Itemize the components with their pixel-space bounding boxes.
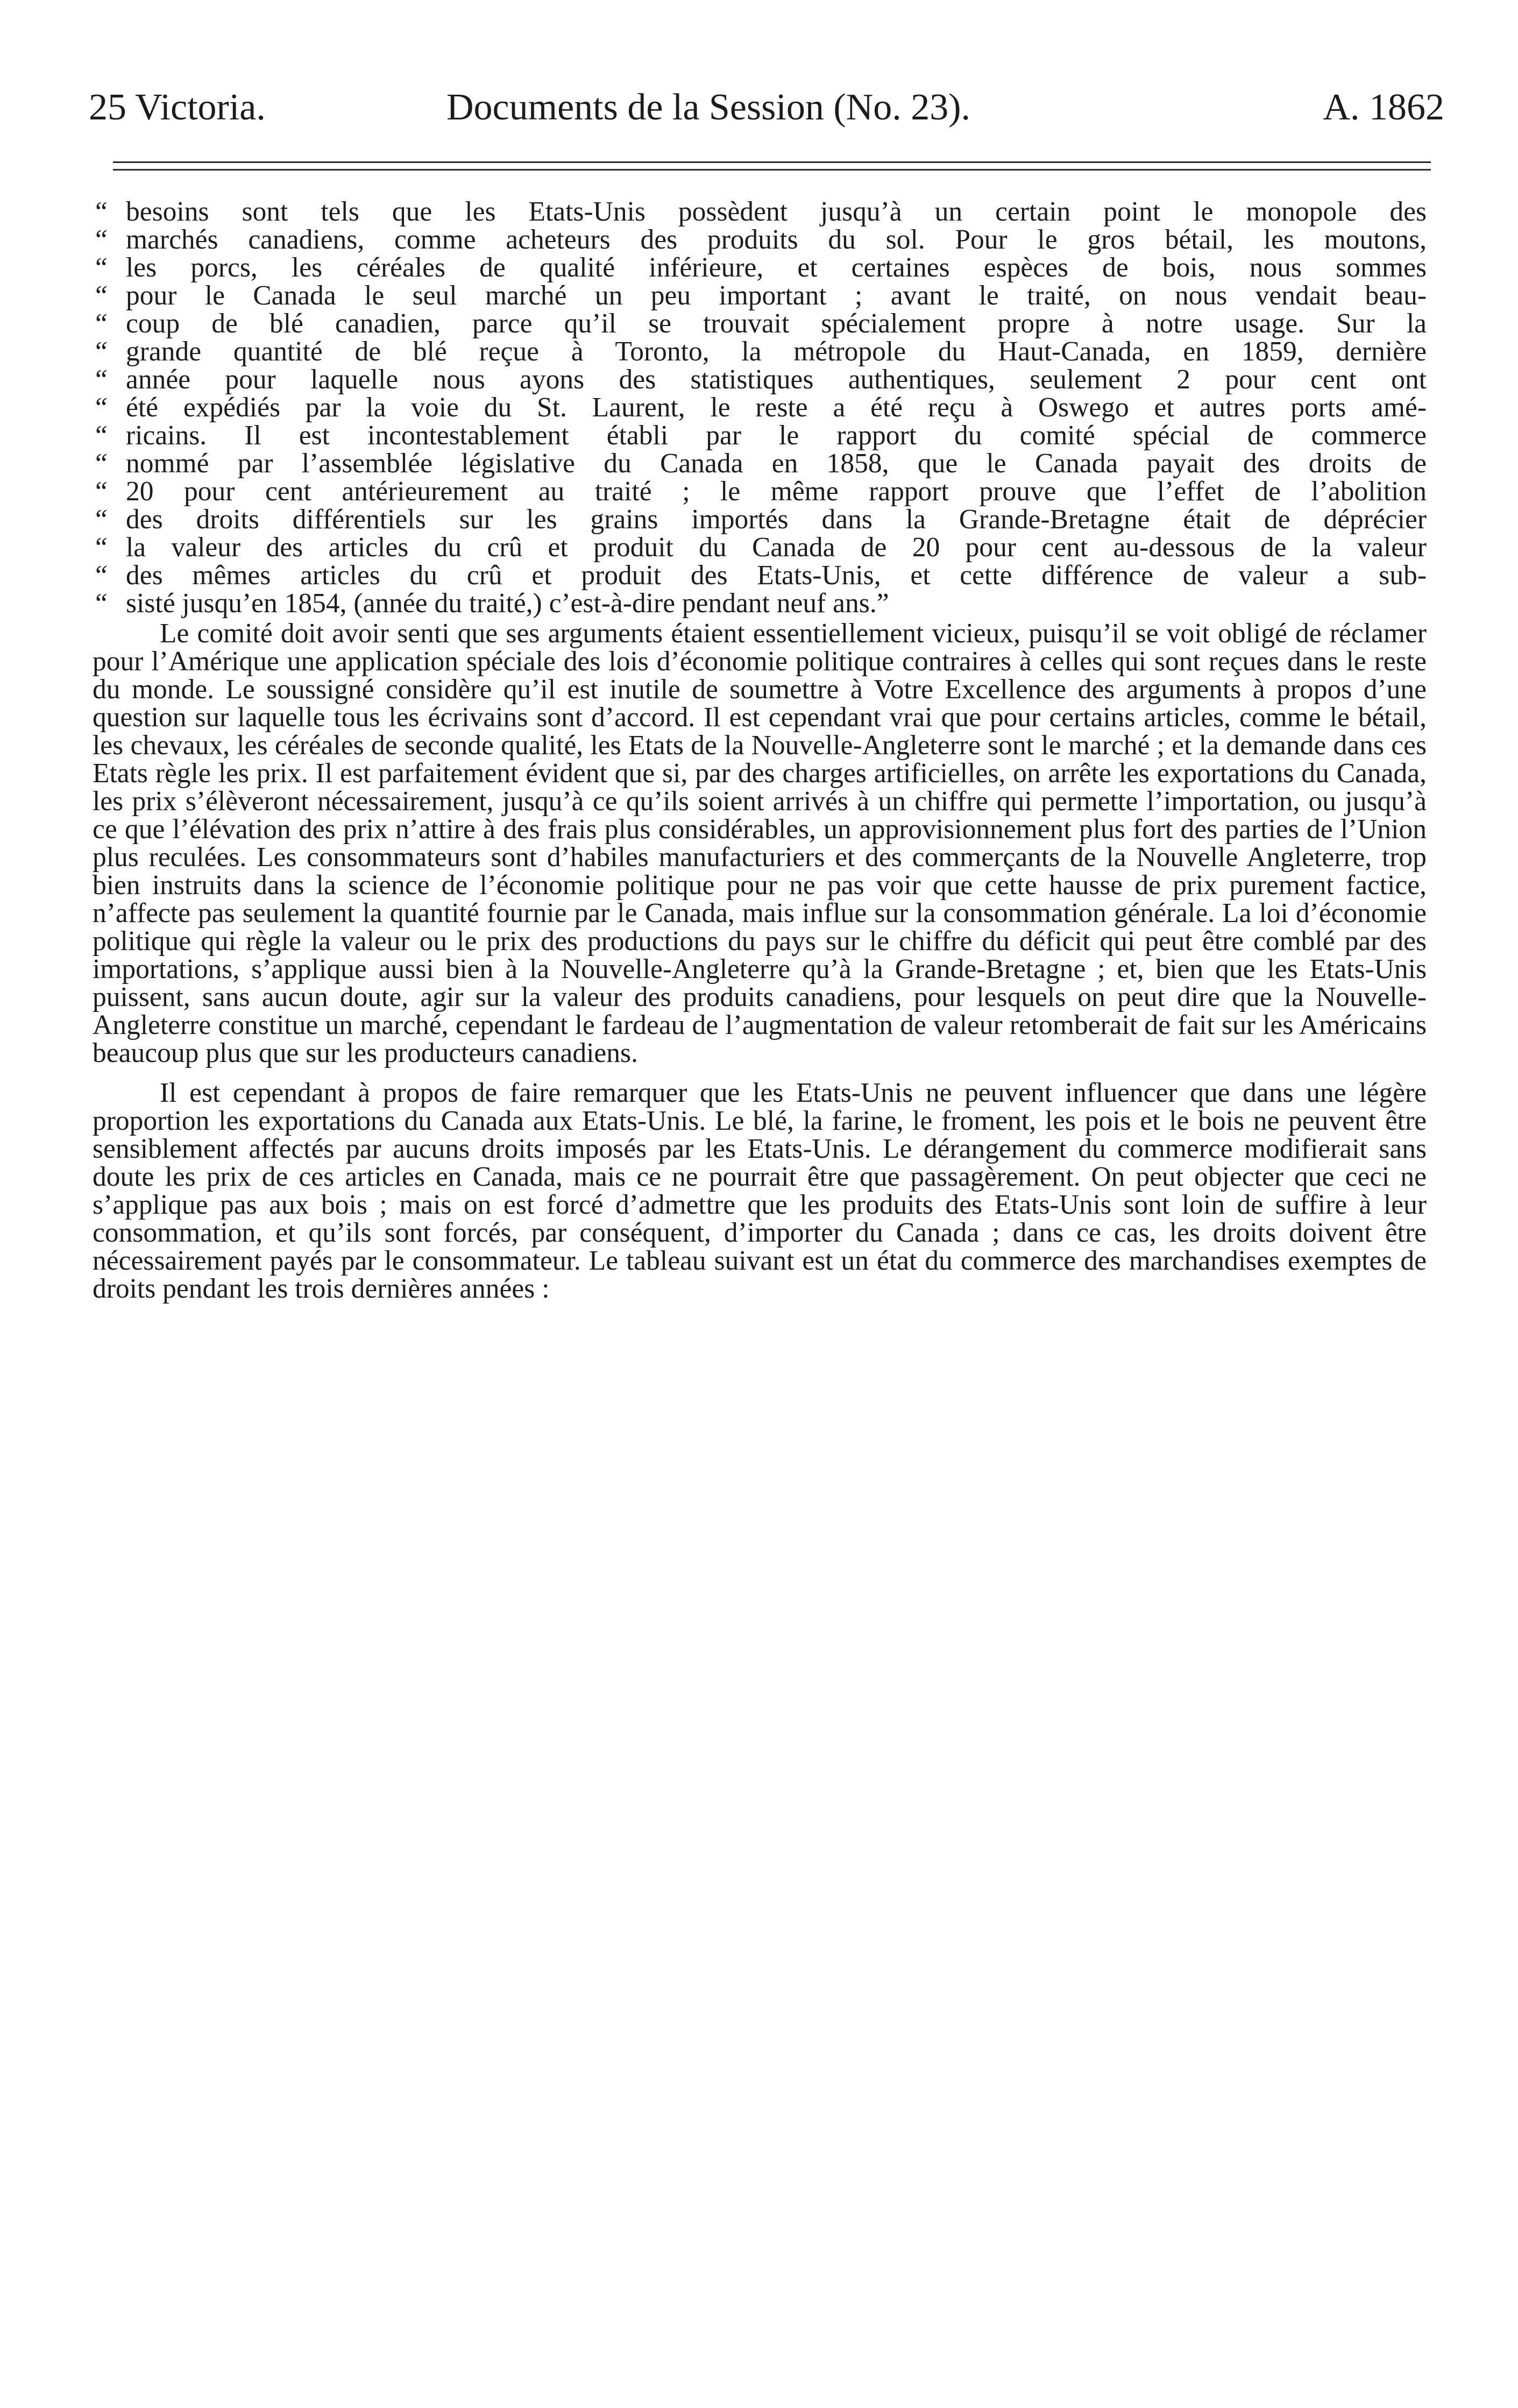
- body-text: [93, 198, 1427, 1303]
- header-rule-top: [113, 161, 1431, 163]
- quote-line: “ année pour laquelle nous ayons des statistiques authentiques, seulement 2 pour cent ont: [93, 366, 1427, 394]
- paragraph-committee: Le comité doit avoir senti que ses arguments étaient essentiellement vicieux, puisqu’il se voit obligé de réclamer pour l’Amérique une application spéciale des lois d’économie politique contraires à celles qui sont reçues dans le reste du monde. Le soussigné considère qu’il est inutile de soumettre à Votre Excellence des arguments à propos d’une question sur laquelle tous les écrivains sont d’accord. Il est cependant vrai que pour certains articles, comme le bétail, les chevaux, les céréales de seconde qualité, les Etats de la Nouvelle-Angleterre sont le marché ; et la demande dans ces Etats règle les prix. Il est parfaitement évident que si, par des charges artificielles, on arrête les exportations du Canada, les prix s’élèveront nécessairement, jusqu’à ce qu’ils soient arrivés à un chiffre qui permette l’importation, ou jusqu’à ce que l’élévation des prix n’attire à des frais plus considérables, un approvisionnement plus fort des parties de l’Union plus reculées. Les consommateurs sont d’habiles manufacturiers et des commerçants de la Nouvelle Angleterre, trop bien instruits dans la science de l’économie politique pour ne pas voir que cette hausse de prix purement factice, n’affecte pas seulement la quantité fournie par le Canada, mais influe sur la consommation générale. La loi d’économie politique qui règle la valeur ou le prix des productions du pays sur le chiffre du déficit qui peut être comblé par des importations, s’applique aussi bien à la Nouvelle-Angleterre qu’à la Grande-Bretagne ; et, bien que les Etats-Unis puissent, sans aucun doute, agir sur la valeur des produits canadiens, pour lesquels on peut dire que la Nouvelle-Angleterre constitue un marché, cependant le fardeau de l’augmentation de valeur retomberait de fait sur les Américains beaucoup plus que sur les producteurs canadiens.: [93, 618, 1427, 1068]
- header-title: Documents de la Session (No. 23).: [446, 87, 971, 128]
- quote-line: “ les porcs, les céréales de qualité inférieure, et certaines espèces de bois, nous sommes: [93, 254, 1427, 282]
- quote-line: “ pour le Canada le seul marché un peu important ; avant le traité, on nous vendait beau-: [93, 282, 1427, 310]
- quote-line: “ été expédiés par la voie du St. Laurent, le reste a été reçu à Oswego et autres ports amé-: [93, 394, 1427, 422]
- quote-line: “ ricains. Il est incontestablement établi par le rapport du comité spécial de commerce: [93, 422, 1427, 450]
- header-year: A. 1862: [1323, 87, 1444, 128]
- paragraph-exports: Il est cependant à propos de faire remarquer que les Etats-Unis ne peuvent influencer que dans une légère proportion les exportations du Canada aux Etats-Unis. Le blé, la farine, le froment, les pois et le bois ne peuvent être sensiblement affectés par aucuns droits imposés par les Etats-Unis. Le dérangement du commerce modifierait sans doute les prix de ces articles en Canada, mais ce ne pourrait être que passagèrement. On peut objecter que ceci ne s’applique pas aux bois ; mais on est forcé d’admettre que les produits des Etats-Unis sont loin de suffire à leur consommation, et qu’ils sont forcés, par conséquent, d’importer du Canada ; dans ce cas, les droits doivent être nécessairement payés par le consommateur. Le tableau suivant est un état du commerce des marchandises exemptes de droits pendant les trois dernières années :: [93, 1078, 1427, 1304]
- quote-line: “ besoins sont tels que les Etats-Unis possèdent jusqu’à un certain point le monopole des: [93, 198, 1427, 226]
- quote-line: “ 20 pour cent antérieurement au traité ; le même rapport prouve que l’effet de l’abolition: [93, 478, 1427, 506]
- quote-line: “ grande quantité de blé reçue à Toronto, la métropole du Haut-Canada, en 1859, dernière: [93, 338, 1427, 366]
- quote-line: “ des mêmes articles du crû et produit des Etats-Unis, et cette différence de valeur a sub-: [93, 562, 1427, 590]
- quote-line: “ sisté jusqu’en 1854, (année du traité,) c’est-à-dire pendant neuf ans.”: [93, 590, 1427, 618]
- header-volume: 25 Victoria.: [89, 87, 266, 128]
- quote-line: “ nommé par l’assemblée législative du Canada en 1858, que le Canada payait des droits de: [93, 450, 1427, 478]
- quote-line: “ marchés canadiens, comme acheteurs des produits du sol. Pour le gros bétail, les moutons,: [93, 226, 1427, 254]
- page-header: [89, 81, 1444, 134]
- quoted-passage: [93, 198, 1427, 618]
- quote-line: “ coup de blé canadien, parce qu’il se trouvait spécialement propre à notre usage. Sur la: [93, 310, 1427, 338]
- quote-line: “ la valeur des articles du crû et produit du Canada de 20 pour cent au-dessous de la valeur: [93, 534, 1427, 562]
- quote-line: “ des droits différentiels sur les grains importés dans la Grande-Bretagne était de déprécier: [93, 506, 1427, 534]
- header-rule-bottom: [113, 169, 1431, 171]
